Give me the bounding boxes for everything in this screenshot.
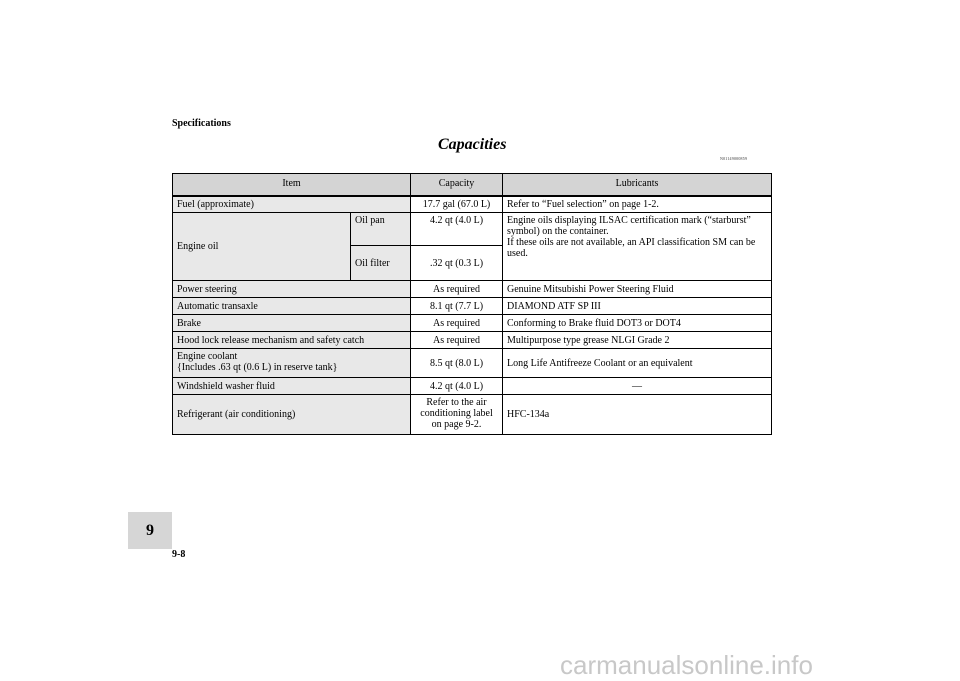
table-row bbox=[173, 349, 772, 378]
capacity-cell: 8.5 qt (8.0 L) bbox=[411, 349, 503, 378]
section-header: Specifications bbox=[172, 118, 231, 129]
capacity-cell: 4.2 qt (4.0 L) bbox=[411, 378, 503, 395]
lubricants-text: Engine oils displaying ILSAC certification mark (“starburst” symbol) on the container. bbox=[507, 215, 751, 237]
capacity-cell: Refer to the air conditioning label on page 9-2. bbox=[411, 395, 503, 435]
column-header-item: Item bbox=[173, 174, 411, 197]
document-code: N01149000859 bbox=[720, 156, 748, 161]
lubricants-cell: Long Life Antifreeze Coolant or an equivalent bbox=[503, 349, 772, 378]
table-row bbox=[173, 196, 772, 213]
table-row bbox=[173, 315, 772, 332]
lubricants-cell: DIAMOND ATF SP III bbox=[503, 298, 772, 315]
item-cell: Automatic transaxle bbox=[173, 298, 411, 315]
capacity-cell: 17.7 gal (67.0 L) bbox=[411, 196, 503, 213]
table-row bbox=[173, 332, 772, 349]
item-cell: Brake bbox=[173, 315, 411, 332]
sub-item-cell: Oil filter bbox=[351, 246, 411, 281]
capacity-cell: 4.2 qt (4.0 L) bbox=[411, 213, 503, 246]
page-number: 9-8 bbox=[172, 549, 186, 560]
lubricants-text: If these oils are not available, an API classification SM can be used. bbox=[507, 237, 756, 259]
lubricants-cell bbox=[503, 213, 772, 281]
table-row bbox=[173, 298, 772, 315]
capacity-cell: 8.1 qt (7.7 L) bbox=[411, 298, 503, 315]
table-row bbox=[173, 213, 772, 246]
lubricants-cell: Genuine Mitsubishi Power Steering Fluid bbox=[503, 281, 772, 298]
item-cell: Engine oil bbox=[173, 213, 351, 281]
capacity-cell: As required bbox=[411, 315, 503, 332]
item-cell: Power steering bbox=[173, 281, 411, 298]
item-cell bbox=[173, 349, 411, 378]
lubricants-cell: — bbox=[503, 378, 772, 395]
column-header-capacity: Capacity bbox=[411, 174, 503, 197]
table-header-row bbox=[173, 174, 772, 197]
capacities-table bbox=[172, 173, 772, 435]
table-row bbox=[173, 395, 772, 435]
item-cell: Windshield washer fluid bbox=[173, 378, 411, 395]
capacity-cell: .32 qt (0.3 L) bbox=[411, 246, 503, 281]
chapter-tab: 9 bbox=[128, 512, 172, 549]
table-row bbox=[173, 378, 772, 395]
capacity-cell: As required bbox=[411, 332, 503, 349]
watermark: carmanualsonline.info bbox=[560, 650, 813, 680]
capacity-cell: As required bbox=[411, 281, 503, 298]
item-cell: Hood lock release mechanism and safety catch bbox=[173, 332, 411, 349]
lubricants-cell: HFC-134a bbox=[503, 395, 772, 435]
lubricants-cell: Refer to “Fuel selection” on page 1-2. bbox=[503, 196, 772, 213]
lubricants-cell: Conforming to Brake fluid DOT3 or DOT4 bbox=[503, 315, 772, 332]
table-row bbox=[173, 281, 772, 298]
item-text: {Includes .63 qt (0.6 L) in reserve tank} bbox=[177, 362, 338, 373]
page-title: Capacities bbox=[438, 136, 507, 153]
sub-item-cell: Oil pan bbox=[351, 213, 411, 246]
column-header-lubricants: Lubricants bbox=[503, 174, 772, 197]
item-text: Engine coolant bbox=[177, 351, 238, 362]
lubricants-cell: Multipurpose type grease NLGI Grade 2 bbox=[503, 332, 772, 349]
item-cell: Fuel (approximate) bbox=[173, 196, 411, 213]
item-cell: Refrigerant (air conditioning) bbox=[173, 395, 411, 435]
